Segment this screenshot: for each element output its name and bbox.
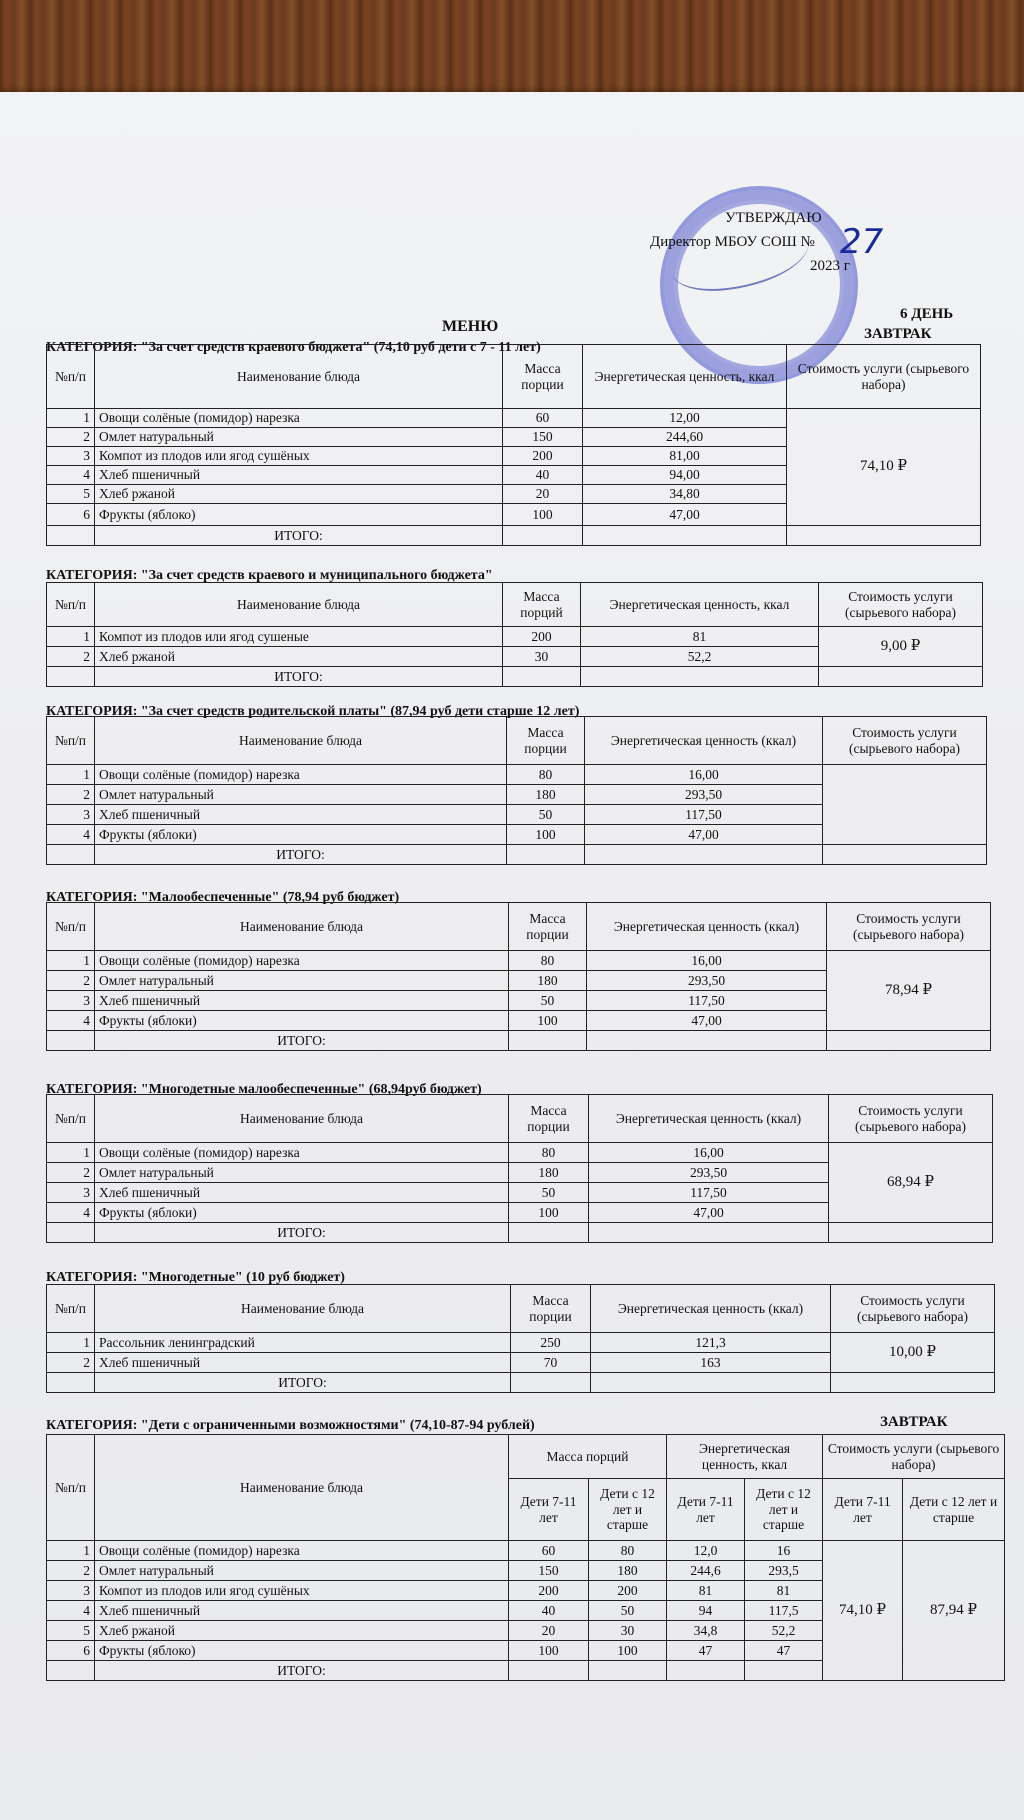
col-name: Наименование блюда bbox=[95, 1285, 511, 1333]
row-energy: 117,50 bbox=[587, 991, 827, 1011]
cost-young: 74,10 ₽ bbox=[823, 1541, 903, 1681]
row-mass-old: 100 bbox=[589, 1641, 667, 1661]
row-mass-old: 30 bbox=[589, 1621, 667, 1641]
row-dish: Хлеб пшеничный bbox=[95, 1183, 509, 1203]
total-row bbox=[47, 845, 987, 865]
total-label: ИТОГО: bbox=[95, 1223, 509, 1243]
col-mass: Масса порций bbox=[509, 1435, 667, 1479]
row-mass-young: 60 bbox=[509, 1541, 589, 1561]
row-mass-old: 180 bbox=[589, 1561, 667, 1581]
row-dish: Овощи солёные (помидор) нарезка bbox=[95, 1541, 509, 1561]
approval-heading: УТВЕРЖДАЮ bbox=[725, 210, 822, 226]
row-energy: 16,00 bbox=[587, 951, 827, 971]
row-mass-young: 100 bbox=[509, 1641, 589, 1661]
row-dish: Омлет натуральный bbox=[95, 428, 503, 447]
sub-young: Дети 7-11 лет bbox=[823, 1479, 903, 1541]
row-mass: 200 bbox=[503, 627, 581, 647]
row-energy-young: 94 bbox=[667, 1601, 745, 1621]
total-label: ИТОГО: bbox=[95, 526, 503, 546]
row-mass-old: 200 bbox=[589, 1581, 667, 1601]
row-energy-young: 34,8 bbox=[667, 1621, 745, 1641]
row-dish: Хлеб пшеничный bbox=[95, 805, 507, 825]
table-header bbox=[47, 1285, 995, 1333]
row-dish: Хлеб пшеничный bbox=[95, 1353, 511, 1373]
total-row bbox=[47, 667, 983, 687]
row-energy-young: 47 bbox=[667, 1641, 745, 1661]
row-num: 1 bbox=[47, 1333, 95, 1353]
row-mass: 50 bbox=[509, 991, 587, 1011]
col-cost: Стоимость услуги (сырьевого набора) bbox=[831, 1285, 995, 1333]
cost-cell: 10,00 ₽ bbox=[831, 1333, 995, 1373]
col-name: Наименование блюда bbox=[95, 903, 509, 951]
row-energy: 121,3 bbox=[591, 1333, 831, 1353]
row-mass-young: 20 bbox=[509, 1621, 589, 1641]
row-num: 2 bbox=[47, 785, 95, 805]
row-mass: 80 bbox=[509, 1143, 589, 1163]
total-label: ИТОГО: bbox=[95, 1661, 509, 1681]
row-mass-young: 200 bbox=[509, 1581, 589, 1601]
cost-cell: 78,94 ₽ bbox=[827, 951, 991, 1031]
col-num: №п/п bbox=[47, 1095, 95, 1143]
row-num: 1 bbox=[47, 1541, 95, 1561]
col-cost: Стоимость услуги (сырьевого набора) bbox=[819, 583, 983, 627]
row-energy: 47,00 bbox=[585, 825, 823, 845]
category-title: КАТЕГОРИЯ: "За счет средств краевого и муниципального бюджета" bbox=[46, 568, 493, 583]
row-num: 4 bbox=[47, 1011, 95, 1031]
col-name: Наименование блюда bbox=[95, 1095, 509, 1143]
row-num: 2 bbox=[47, 1163, 95, 1183]
cost-cell: 74,10 ₽ bbox=[787, 409, 981, 526]
col-energy: Энергетическая ценность, ккал bbox=[583, 345, 787, 409]
col-energy: Энергетическая ценность (ккал) bbox=[587, 903, 827, 951]
row-num: 6 bbox=[47, 504, 95, 526]
row-energy-old: 293,5 bbox=[745, 1561, 823, 1581]
row-energy: 81 bbox=[581, 627, 819, 647]
row-num: 1 bbox=[47, 765, 95, 785]
table-row bbox=[47, 1333, 995, 1353]
row-dish: Хлеб пшеничный bbox=[95, 1601, 509, 1621]
row-mass: 30 bbox=[503, 647, 581, 667]
row-num: 1 bbox=[47, 1143, 95, 1163]
col-mass: Масса порции bbox=[509, 903, 587, 951]
row-energy: 81,00 bbox=[583, 447, 787, 466]
col-num: №п/п bbox=[47, 1285, 95, 1333]
table-row bbox=[47, 765, 987, 785]
row-num: 4 bbox=[47, 1203, 95, 1223]
row-energy: 244,60 bbox=[583, 428, 787, 447]
day-label: 6 ДЕНЬ bbox=[900, 306, 954, 322]
row-energy: 163 bbox=[591, 1353, 831, 1373]
sub-young: Дети 7-11 лет bbox=[509, 1479, 589, 1541]
row-energy: 47,00 bbox=[589, 1203, 829, 1223]
row-mass-young: 40 bbox=[509, 1601, 589, 1621]
col-mass: Масса порций bbox=[503, 583, 581, 627]
row-energy: 293,50 bbox=[587, 971, 827, 991]
col-name: Наименование блюда bbox=[95, 1435, 509, 1541]
row-energy-old: 16 bbox=[745, 1541, 823, 1561]
sub-old: Дети с 12 лет и старше bbox=[745, 1479, 823, 1541]
row-energy-young: 81 bbox=[667, 1581, 745, 1601]
row-num: 1 bbox=[47, 627, 95, 647]
col-cost: Стоимость услуги (сырьевого набора) bbox=[787, 345, 981, 409]
row-dish: Омлет натуральный bbox=[95, 971, 509, 991]
category-title: КАТЕГОРИЯ: "За счет средств краевого бюджета" (74,10 руб дети с 7 - 11 лет) bbox=[46, 340, 541, 355]
row-mass: 180 bbox=[509, 971, 587, 991]
row-energy: 12,00 bbox=[583, 409, 787, 428]
menu-table bbox=[46, 344, 981, 546]
total-row bbox=[47, 1373, 995, 1393]
table-header bbox=[47, 1095, 993, 1143]
menu-table bbox=[46, 1434, 1005, 1681]
row-dish: Хлеб пшеничный bbox=[95, 991, 509, 1011]
row-energy: 34,80 bbox=[583, 485, 787, 504]
total-row bbox=[47, 526, 981, 546]
table-header bbox=[47, 1435, 1005, 1479]
col-energy: Энергетическая ценность (ккал) bbox=[589, 1095, 829, 1143]
row-num: 3 bbox=[47, 447, 95, 466]
row-num: 5 bbox=[47, 485, 95, 504]
table-header bbox=[47, 583, 983, 627]
col-num: №п/п bbox=[47, 903, 95, 951]
row-energy: 47,00 bbox=[583, 504, 787, 526]
row-num: 5 bbox=[47, 1621, 95, 1641]
row-mass: 50 bbox=[507, 805, 585, 825]
col-mass: Масса порции bbox=[509, 1095, 589, 1143]
col-name: Наименование блюда bbox=[95, 583, 503, 627]
row-energy-old: 47 bbox=[745, 1641, 823, 1661]
row-energy: 94,00 bbox=[583, 466, 787, 485]
col-num: №п/п bbox=[47, 1435, 95, 1541]
total-row bbox=[47, 1031, 991, 1051]
category-title: КАТЕГОРИЯ: "Малообеспеченные" (78,94 руб бюджет) bbox=[46, 890, 400, 905]
table-row bbox=[47, 951, 991, 971]
row-dish: Рассольник ленинградский bbox=[95, 1333, 511, 1353]
row-dish: Овощи солёные (помидор) нарезка bbox=[95, 951, 509, 971]
category-title: КАТЕГОРИЯ: "Дети с ограниченными возможностями" (74,10-87-94 рублей) bbox=[46, 1418, 535, 1433]
row-num: 4 bbox=[47, 466, 95, 485]
row-num: 3 bbox=[47, 1183, 95, 1203]
row-num: 2 bbox=[47, 1353, 95, 1373]
row-energy: 16,00 bbox=[585, 765, 823, 785]
approval-block bbox=[650, 210, 890, 274]
meal-label: ЗАВТРАК bbox=[880, 1414, 948, 1430]
meal-label: ЗАВТРАК bbox=[864, 326, 932, 342]
menu-table bbox=[46, 716, 987, 865]
row-energy-old: 117,5 bbox=[745, 1601, 823, 1621]
total-label: ИТОГО: bbox=[95, 667, 503, 687]
row-dish: Хлеб ржаной bbox=[95, 485, 503, 504]
row-dish: Овощи солёные (помидор) нарезка bbox=[95, 1143, 509, 1163]
col-mass: Масса порции bbox=[507, 717, 585, 765]
sub-young: Дети 7-11 лет bbox=[667, 1479, 745, 1541]
row-num: 2 bbox=[47, 971, 95, 991]
row-dish: Компот из плодов или ягод сушеные bbox=[95, 627, 503, 647]
col-mass: Масса порции bbox=[511, 1285, 591, 1333]
approval-date: 2023 г bbox=[810, 258, 850, 274]
row-dish: Омлет натуральный bbox=[95, 1561, 509, 1581]
table-header bbox=[47, 717, 987, 765]
row-num: 2 bbox=[47, 428, 95, 447]
col-cost: Стоимость услуги (сырьевого набора) bbox=[823, 717, 987, 765]
cost-cell bbox=[823, 765, 987, 845]
row-num: 2 bbox=[47, 1561, 95, 1581]
row-dish: Фрукты (яблоко) bbox=[95, 1641, 509, 1661]
row-energy: 293,50 bbox=[589, 1163, 829, 1183]
row-mass-young: 150 bbox=[509, 1561, 589, 1581]
row-dish: Овощи солёные (помидор) нарезка bbox=[95, 409, 503, 428]
row-num: 3 bbox=[47, 805, 95, 825]
cost-cell: 9,00 ₽ bbox=[819, 627, 983, 667]
row-mass-old: 80 bbox=[589, 1541, 667, 1561]
row-dish: Хлеб пшеничный bbox=[95, 466, 503, 485]
row-mass: 200 bbox=[503, 447, 583, 466]
menu-table bbox=[46, 1284, 995, 1393]
category-title: КАТЕГОРИЯ: "За счет средств родительской платы" (87,94 руб дети старше 12 лет) bbox=[46, 704, 580, 719]
category-title: КАТЕГОРИЯ: "Многодетные" (10 руб бюджет) bbox=[46, 1270, 345, 1285]
row-num: 2 bbox=[47, 647, 95, 667]
row-energy: 117,50 bbox=[589, 1183, 829, 1203]
col-cost: Стоимость услуги (сырьевого набора) bbox=[827, 903, 991, 951]
row-mass-old: 50 bbox=[589, 1601, 667, 1621]
row-mass: 100 bbox=[509, 1011, 587, 1031]
menu-table bbox=[46, 582, 983, 687]
row-mass: 100 bbox=[507, 825, 585, 845]
row-mass: 40 bbox=[503, 466, 583, 485]
row-energy: 293,50 bbox=[585, 785, 823, 805]
row-mass: 250 bbox=[511, 1333, 591, 1353]
row-num: 3 bbox=[47, 1581, 95, 1601]
row-energy-young: 12,0 bbox=[667, 1541, 745, 1561]
row-mass: 80 bbox=[507, 765, 585, 785]
row-mass: 150 bbox=[503, 428, 583, 447]
col-energy: Энергетическая ценность (ккал) bbox=[591, 1285, 831, 1333]
row-dish: Фрукты (яблоко) bbox=[95, 504, 503, 526]
row-mass: 70 bbox=[511, 1353, 591, 1373]
row-dish: Хлеб ржаной bbox=[95, 1621, 509, 1641]
row-dish: Фрукты (яблоки) bbox=[95, 1203, 509, 1223]
col-energy: Энергетическая ценность (ккал) bbox=[585, 717, 823, 765]
total-label: ИТОГО: bbox=[95, 1373, 511, 1393]
table-row bbox=[47, 1541, 1005, 1561]
menu-title: МЕНЮ bbox=[442, 318, 499, 335]
col-cost: Стоимость услуги (сырьевого набора) bbox=[823, 1435, 1005, 1479]
row-mass: 50 bbox=[509, 1183, 589, 1203]
row-num: 4 bbox=[47, 1601, 95, 1621]
row-energy-old: 52,2 bbox=[745, 1621, 823, 1641]
row-dish: Омлет натуральный bbox=[95, 1163, 509, 1183]
menu-table bbox=[46, 902, 991, 1051]
row-mass: 20 bbox=[503, 485, 583, 504]
row-dish: Омлет натуральный bbox=[95, 785, 507, 805]
total-label: ИТОГО: bbox=[95, 1031, 509, 1051]
table-row bbox=[47, 627, 983, 647]
cost-old: 87,94 ₽ bbox=[903, 1541, 1005, 1681]
col-num: №п/п bbox=[47, 583, 95, 627]
row-mass: 100 bbox=[509, 1203, 589, 1223]
row-mass: 180 bbox=[509, 1163, 589, 1183]
row-energy: 117,50 bbox=[585, 805, 823, 825]
row-energy: 16,00 bbox=[589, 1143, 829, 1163]
category-title: КАТЕГОРИЯ: "Многодетные малообеспеченные" (68,94руб бюджет) bbox=[46, 1082, 482, 1097]
total-label: ИТОГО: bbox=[95, 845, 507, 865]
col-num: №п/п bbox=[47, 717, 95, 765]
row-energy-old: 81 bbox=[745, 1581, 823, 1601]
row-dish: Фрукты (яблоки) bbox=[95, 825, 507, 845]
row-dish: Овощи солёные (помидор) нарезка bbox=[95, 765, 507, 785]
sub-old: Дети с 12 лет и старше bbox=[903, 1479, 1005, 1541]
total-row bbox=[47, 1223, 993, 1243]
row-energy: 47,00 bbox=[587, 1011, 827, 1031]
table-header bbox=[47, 903, 991, 951]
school-number: 27 bbox=[840, 222, 884, 262]
row-energy-young: 244,6 bbox=[667, 1561, 745, 1581]
col-name: Наименование блюда bbox=[95, 345, 503, 409]
row-mass: 180 bbox=[507, 785, 585, 805]
approval-director: Директор МБОУ СОШ № bbox=[650, 234, 815, 250]
cost-cell: 68,94 ₽ bbox=[829, 1143, 993, 1223]
table-row bbox=[47, 409, 981, 428]
table-header bbox=[47, 345, 981, 409]
col-mass: Масса порции bbox=[503, 345, 583, 409]
row-energy: 52,2 bbox=[581, 647, 819, 667]
row-dish: Компот из плодов или ягод сушёных bbox=[95, 447, 503, 466]
row-dish: Хлеб ржаной bbox=[95, 647, 503, 667]
row-num: 6 bbox=[47, 1641, 95, 1661]
col-cost: Стоимость услуги (сырьевого набора) bbox=[829, 1095, 993, 1143]
sub-old: Дети с 12 лет и старше bbox=[589, 1479, 667, 1541]
row-dish: Фрукты (яблоки) bbox=[95, 1011, 509, 1031]
col-num: №п/п bbox=[47, 345, 95, 409]
col-name: Наименование блюда bbox=[95, 717, 507, 765]
col-energy: Энергетическая ценность, ккал bbox=[667, 1435, 823, 1479]
row-mass: 60 bbox=[503, 409, 583, 428]
row-dish: Компот из плодов или ягод сушёных bbox=[95, 1581, 509, 1601]
row-num: 1 bbox=[47, 409, 95, 428]
table-row bbox=[47, 1143, 993, 1163]
row-mass: 100 bbox=[503, 504, 583, 526]
col-energy: Энергетическая ценность, ккал bbox=[581, 583, 819, 627]
menu-table bbox=[46, 1094, 993, 1243]
row-num: 3 bbox=[47, 991, 95, 1011]
row-num: 1 bbox=[47, 951, 95, 971]
row-num: 4 bbox=[47, 825, 95, 845]
row-mass: 80 bbox=[509, 951, 587, 971]
